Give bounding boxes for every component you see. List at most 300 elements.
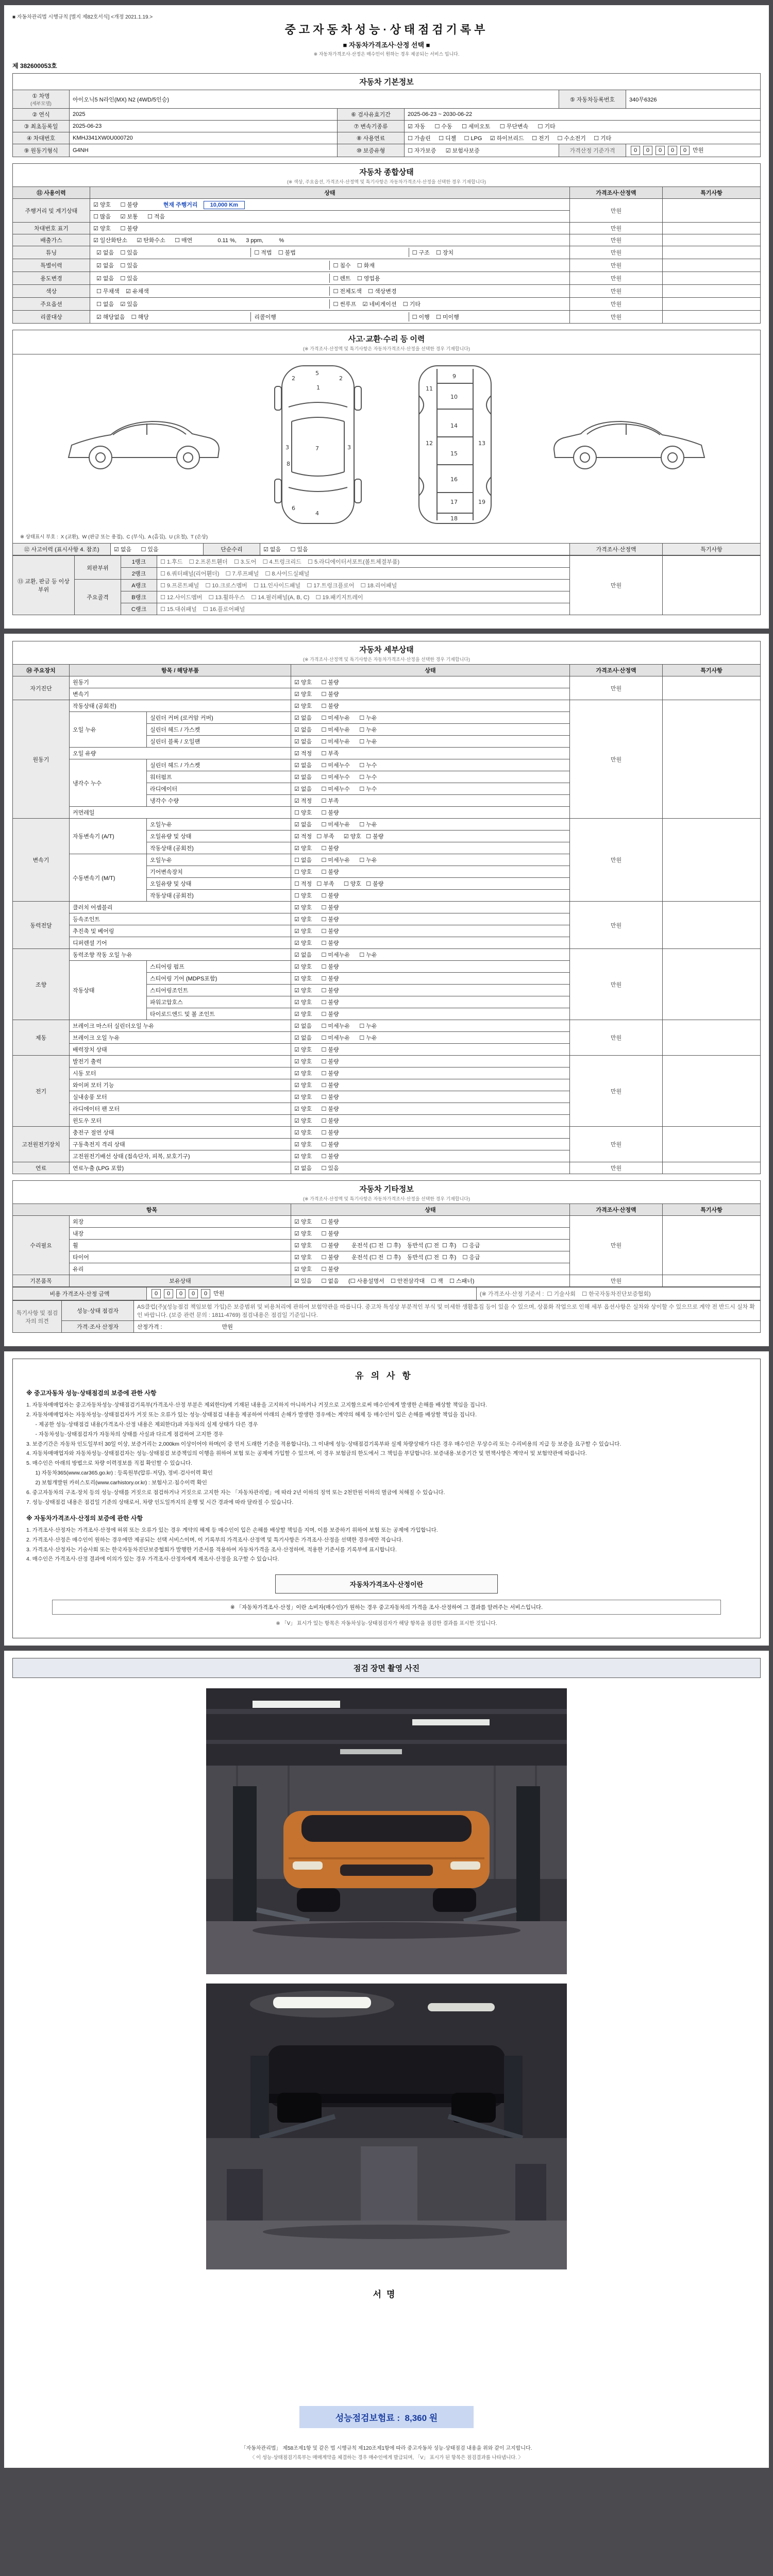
tuning-kind-state: ☐ 구조 ☐ 장치 (409, 248, 566, 257)
basic-info-table (12, 73, 761, 157)
table-row (13, 1216, 761, 1228)
rank2-items: ☐ 6.쿼터패널(리어휀더) ☐ 7.루프패널 ☐ 8.사이드실패널 (157, 568, 570, 580)
inspection-period-value: 2025-06-23 ~ 2030-06-22 (405, 109, 761, 121)
car-top-diagram (269, 360, 367, 530)
state-header: 상태 (291, 1204, 570, 1216)
high-voltage-group-label: 고전원전기장치 (13, 1127, 70, 1162)
remark-cell (662, 246, 760, 259)
price-unit-cell: 만원 (570, 1056, 663, 1127)
price-digit: 0 (680, 146, 690, 155)
special-history-kind: ☐ 침수 ☐ 화재 (329, 261, 566, 270)
table-row (13, 700, 761, 712)
repair-needed-label: 수리필요 (13, 1216, 70, 1275)
section-note: (※ 가격조사·산정액 및 특기사항은 자동차가격조사·산정을 선택한 경우 기재합니다) (303, 1196, 470, 1201)
notice-item: 2. 자동차매매업자는 자동차성능·상태점검자가 거짓 또는 오류가 있는 성능·상태점검 내용을 제공하여 아래의 손해가 발생한 경우에는 계약의 해제 등 매수인이 입은 손해를 배상할 책임을 집니다. (26, 1411, 477, 1418)
part-cell: 충전구 절연 상태 (70, 1127, 291, 1139)
notice-box (12, 1359, 761, 1638)
detail-section-header (13, 641, 761, 665)
usage-change-kind: ☐ 렌트 ☐ 영업용 (329, 274, 566, 283)
inspection-period-label: ⑥ 검사유효기간 (338, 109, 405, 121)
part-cell: 동력조향 작동 오일 누유 (70, 949, 291, 961)
state-cell: ☑ 양호 ☐ 불량 (291, 1008, 570, 1020)
table-row (13, 144, 761, 157)
model-year-value: 2025 (70, 109, 338, 121)
exchange-panel-table (12, 555, 761, 615)
part-cell: 배력장치 상태 (70, 1044, 291, 1056)
state-cell: ☑ 없음 ☐ 미세누수 ☐ 누수 (291, 759, 570, 771)
table-row (13, 90, 761, 109)
device-header: ⑭ 주요장치 (13, 665, 70, 676)
state-cell: ☑ 양호 ☐ 불량 (291, 676, 570, 688)
state-cell: ☑ 양호 ☐ 불량 (291, 1091, 570, 1103)
emission-label: 배출가스 (13, 234, 90, 246)
table-row (13, 1275, 761, 1287)
car-side-left-diagram (59, 406, 229, 483)
overall-section-header (13, 164, 761, 187)
detail-condition-table (12, 641, 761, 1174)
recall-cell (90, 311, 570, 324)
cost-note: (※ 가격조사·산정 기준서 : ☐ 기술사회 ☐ 한국자동차진단보증협회) (477, 1287, 761, 1300)
recall-done-label: 리콜이행 (250, 312, 408, 321)
color-change-state: ☐ 전체도색 ☐ 색상변경 (329, 286, 566, 296)
table-row (13, 121, 761, 132)
recall-done-state: ☐ 이행 ☐ 미이행 (409, 312, 566, 321)
state-cell: ☑ 양호 ☐ 불량 (291, 973, 570, 985)
tuning-state: ☑ 없음 ☐ 있음 (96, 250, 138, 256)
svg-text:7: 7 (315, 445, 319, 452)
car-underbody-diagram (406, 360, 504, 530)
footer-note-line: 〈 이 성능·상태점검기록부는 매매계약을 체결하는 경우 매수인에게 발급되며, 「V」 표시가 된 항목은 점검결과를 나타냅니다. 〉 (249, 2455, 524, 2461)
hold-state-cell: ☑ 있음 ☐ 없음 (☐ 사용설명서 ☐ 안전삼각대 ☐ 잭 ☐ 스패너) (291, 1275, 570, 1287)
insurance-fee-badge: 성능점검보험료 : 8,360 원 (299, 2406, 474, 2428)
table-row (13, 1056, 761, 1067)
table-row (13, 285, 761, 298)
state-cell: ☑ 양호 ☐ 불량 (291, 961, 570, 973)
remark-header: 특기사항 (663, 1204, 761, 1216)
at-label: 자동변속기 (A/T) (70, 819, 147, 854)
inspection-photo-1 (206, 1688, 567, 1974)
part-cell: 등속조인트 (70, 913, 291, 925)
etc-info-table (12, 1180, 761, 1287)
notice-item: 4. 매수인은 가격조사·산정 결과에 이의가 있는 경우 가격조사·산정자에게 재조사·산정을 요구할 수 있습니다. (26, 1556, 279, 1563)
fuel-label: ⑧ 사용연료 (338, 132, 405, 144)
price-unit-cell: 만원 (570, 556, 663, 615)
photo-section-title: 점검 장면 촬영 사진 (12, 1658, 761, 1678)
part-cell: 작동상태 (공회전) (147, 842, 291, 854)
price-header: 가격조사·산정액 (569, 187, 662, 199)
base-price-label: 가격산정 기준가격 (559, 144, 626, 157)
price-unit-cell: 만원 (570, 1162, 663, 1174)
part-cell: 오일유량 및 상태 (147, 831, 291, 842)
coolant-leak-label: 냉각수 누수 (70, 759, 147, 807)
state-cell: ☐ 양호 ☐ 불량 (291, 866, 570, 878)
rank1-label: 1랭크 (121, 556, 157, 568)
exchange-label: ⑬ 교환, 판금 등 이상 부위 (13, 556, 75, 615)
section-title: 사고·교환·수리 등 이력 (348, 335, 425, 344)
price-unit-cell: 만원 (569, 311, 662, 324)
item-cell: 변속기 (70, 688, 291, 700)
opinion-table (12, 1300, 761, 1333)
rankB-label: B랭크 (121, 591, 157, 603)
rank2-label: 2랭크 (121, 568, 157, 580)
cost-digit: 0 (189, 1289, 198, 1298)
notice-item: - 제공한 성능·상태점검 내용(가격조사·산정 내용은 제외한다)과 자동차의 실제 상태가 다른 경우 (26, 1421, 258, 1428)
form-reference: ■ 자동차관리법 시행규칙 [별지 제82호서식] <개정 2021.1.19.> (12, 14, 153, 20)
price-unit-cell: 만원 (569, 246, 662, 259)
state-cell: ☑ 없음 ☐ 미세누유 ☐ 누유 (291, 1020, 570, 1032)
svg-text:3: 3 (285, 444, 289, 451)
state-cell: ☑ 양호 ☐ 불량 (291, 1103, 570, 1115)
table-row (13, 556, 761, 568)
item-cell: 오일 유량 (70, 748, 291, 759)
page-title: 중고자동차성능·상태점검기록부 (284, 23, 489, 36)
table-header-row (13, 187, 761, 199)
item-cell: 원동기 (70, 676, 291, 688)
part-cell: 추진축 및 베어링 (70, 925, 291, 937)
part-cell: 실내송풍 모터 (70, 1091, 291, 1103)
svg-text:17: 17 (450, 499, 458, 505)
remark-cell (663, 1216, 761, 1275)
section-note: (※ 색상, 주요옵션, 가격조사·산정액 및 특기사항은 자동차가격조사·산정을 선택한 경우 기재합니다) (287, 179, 486, 184)
self-diagnosis-label: 자기진단 (13, 676, 70, 700)
remark-cell (662, 298, 760, 311)
overall-condition-table (12, 163, 761, 324)
notice-item: 3. 가격조사·산정자는 기술사회 또는 한국자동차진단보증협회가 발행한 기준서를 적용하여 자동차가격을 조사·산정하며, 적용한 기준서를 기록부에 표시합니다. (26, 1546, 397, 1553)
item-header: 항목 (13, 1204, 291, 1216)
price-assessment-definition: ※ 「자동차가격조사·산정」이란 소비자(매수인)가 원하는 경우 중고자동차의 가격을 조사·산정하여 그 결과를 알려주는 서비스입니다. (52, 1600, 721, 1615)
svg-text:8: 8 (286, 461, 290, 467)
svg-text:2: 2 (291, 375, 295, 382)
price-unit-cell: 만원 (570, 819, 663, 902)
part-cell: 클러치 어셈블리 (70, 902, 291, 913)
odometer-state-cell (90, 199, 570, 211)
section-note: (※ 가격조사·산정액 및 특기사항은 자동차가격조사·산정을 선택한 경우 기재합니다) (303, 657, 470, 662)
simple-repair-state: ☑ 없음 ☐ 있음 (260, 544, 570, 555)
state-cell: ☑ 양호 ☐ 불량 (291, 996, 570, 1008)
svg-text:16: 16 (450, 476, 458, 483)
engine-group-label: 원동기 (13, 700, 70, 819)
color-label: 색상 (13, 285, 90, 298)
svg-text:12: 12 (426, 440, 433, 447)
part-cell: 워터펌프 (147, 771, 291, 783)
remark-cell (663, 1127, 761, 1162)
table-row (13, 1321, 761, 1333)
fuel-checkboxes: ☐ 가솔린 ☐ 디젤 ☐ LPG ☑ 하이브리드 ☐ 전기 ☐ 수소전기 ☐ 기타 (405, 132, 761, 144)
remark-cell (662, 234, 760, 246)
table-row (13, 132, 761, 144)
part-cell: 실린더 헤드 / 가스켓 (147, 724, 291, 736)
rankB-items: ☐ 12.사이드멤버 ☐ 13.휠하우스 ☐ 14.필러패널(A, B, C) ☐ 19.패키지트레이 (157, 591, 570, 603)
price-unit-cell: 만원 (569, 259, 662, 272)
recall-label: 리콜대상 (13, 311, 90, 324)
remark-cell (662, 199, 760, 223)
notice-item: 4. 자동차매매업자와 자동차성능·상태점검자는 성능·상태점검 보증책임의 이행을 위하여 보험 또는 공제에 가입할 수 있으며, 이 경우 보험금의 한도에서 그 책임을 부담합니다. 보증내용·보증기간 및 면책사항은 계약서 및 보험약관에 따릅니다. (26, 1450, 587, 1457)
remark-cell (662, 259, 760, 272)
table-row (13, 311, 761, 324)
main-option-kind: ☐ 썬루프 ☑ 네비게이션 ☐ 기타 (329, 299, 566, 309)
state-cell: ☑ 양호 ☐ 불량 (291, 1067, 570, 1079)
table-row (13, 544, 761, 555)
part-cell: 냉각수 수량 (147, 795, 291, 807)
main-option-state: ☐ 없음 ☑ 있음 (96, 301, 138, 308)
table-row (13, 1301, 761, 1321)
brake-group-label: 제동 (13, 1020, 70, 1056)
part-cell: 스티어링 기어 (MDPS포함) (147, 973, 291, 985)
price-assessment-note: ※ 자동차가격조사·산정은 매수인이 원하는 경우 제공되는 서비스 입니다. (313, 52, 460, 57)
special-history-state: ☑ 없음 ☐ 있음 (96, 263, 138, 269)
cost-digit: 0 (201, 1289, 210, 1298)
part-cell: 브레이크 마스터 실린더오일 누유 (70, 1020, 291, 1032)
table-row (13, 949, 761, 961)
price-digit: 0 (631, 146, 640, 155)
powertrain-group-label: 동력전달 (13, 902, 70, 949)
table-row (13, 1162, 761, 1174)
svg-text:14: 14 (450, 422, 458, 429)
appraiser-opinion-text: 산정가격 : 만원 (134, 1321, 761, 1333)
basic-section-title (13, 74, 761, 90)
submodel-label: (세부모델) (30, 101, 52, 106)
table-row (13, 819, 761, 831)
vin-mark-label: 차대번호 표기 (13, 223, 90, 234)
part-cell: 와이퍼 모터 기능 (70, 1079, 291, 1091)
part-cell: 실린더 커버 (로커암 커버) (147, 712, 291, 724)
part-cell: 외장 (70, 1216, 291, 1228)
part-cell: 윈도우 모터 (70, 1115, 291, 1127)
section-title: 자동차 세부상태 (359, 646, 414, 654)
table-row (13, 1287, 761, 1300)
price-unit-cell: 만원 (569, 298, 662, 311)
tuning-state-cell (90, 246, 570, 259)
engine-type-label: ⑨ 원동기형식 (13, 144, 70, 157)
part-cell: 발전기 출력 (70, 1056, 291, 1067)
cost-digit: 0 (164, 1289, 173, 1298)
notice-section1-title: ※ 중고자동차 성능·상태점검의 보증에 관한 사항 (26, 1389, 157, 1397)
state-header: 상태 (90, 187, 570, 199)
steering-group-label: 조향 (13, 949, 70, 1020)
etc-section-header (13, 1181, 761, 1204)
emission-state-cell (90, 234, 570, 246)
state-cell: ☐ 없음 ☐ 미세누유 ☐ 누유 (291, 854, 570, 866)
usage-change-state: ☑ 없음 ☐ 있음 (96, 276, 138, 282)
remark-cell (663, 1056, 761, 1127)
special-history-label: 특별이력 (13, 259, 90, 272)
svg-text:9: 9 (452, 373, 457, 380)
part-cell: 작동상태 (공회전) (147, 890, 291, 902)
part-cell: 내장 (70, 1228, 291, 1240)
state-cell: ☑ 양호 ☐ 불량 (291, 1115, 570, 1127)
first-reg-label: ③ 최초등록일 (13, 121, 70, 132)
check-mark-note: ※ 「V」 표시가 있는 항목은 자동차성능·상태점검자가 해당 항목을 점검한 결과를 표시한 것입니다. (276, 1621, 497, 1627)
part-cell: 디퍼렌셜 기어 (70, 937, 291, 949)
cost-value-cell (147, 1287, 477, 1300)
emission-values: 0.11 %, 3 ppm, % (217, 238, 284, 244)
state-mark-legend: ※ 상태표시 부호 : X (교환), W (판금 또는 용접), C (부식), A (흠집), U (요철), T (손상) (20, 534, 208, 540)
main-option-label: 주요옵션 (13, 298, 90, 311)
accident-history-label: ⑫ 사고이력 (표시사항 4. 참조) (13, 544, 111, 555)
warranty-checkboxes: ☐ 자가보증 ☑ 보험사보증 (405, 144, 559, 157)
signature-section-title: 서명 (373, 2290, 400, 2300)
table-row (13, 109, 761, 121)
cost-label: 비용 가격조사·산정 금액 (13, 1287, 147, 1300)
notice-item: 1. 자동차매매업자는 중고자동차성능·상태점검기록부(가격조사·산정 부분은 제외한다)에 기재된 내용을 고지하지 아니하거나 거짓으로 고지함으로써 매수인에게 발생한 손해를 배상할 책임을 집니다. (26, 1402, 487, 1408)
use-history-header: ⑪ 사용이력 (13, 187, 90, 199)
remark-cell (663, 1020, 761, 1056)
state-cell: ☑ 없음 ☐ 미세누유 ☐ 누유 (291, 736, 570, 748)
rankC-items: ☐ 15.대쉬패널 ☐ 16.플로어패널 (157, 603, 570, 615)
state-cell: ☑ 양호 ☐ 불량 (291, 937, 570, 949)
page-1 (4, 5, 769, 629)
part-cell: 고전원전기배선 상태 (접속단자, 피복, 보호기구) (70, 1150, 291, 1162)
table-header-row (13, 1204, 761, 1216)
price-header: 가격조사·산정액 (570, 1204, 663, 1216)
price-unit-cell: 만원 (570, 902, 663, 949)
remark-cell (663, 700, 761, 819)
part-cell: 스티어링조인트 (147, 985, 291, 996)
rankA-label: A랭크 (121, 580, 157, 591)
inspection-photo-2 (206, 1984, 567, 2269)
accident-section-header (12, 330, 761, 354)
part-cell: 연료누출 (LPG 포함) (70, 1162, 291, 1174)
part-cell: 스티어링 펌프 (147, 961, 291, 973)
table-row (13, 1020, 761, 1032)
svg-text:19: 19 (478, 499, 486, 505)
opinion-side-label: 특기사항 및 점검자의 의견 (13, 1301, 62, 1333)
oil-leak-label: 오일 누유 (70, 712, 147, 748)
table-row (13, 223, 761, 234)
state-cell: ☑ 양호 ☐ 불량 (291, 913, 570, 925)
state-cell: ☑ 양호 ☐ 불량 (291, 688, 570, 700)
state-cell: ☑ 양호 ☐ 불량 (291, 925, 570, 937)
mileage-amount-state: ☐ 많음 ☑ 보통 ☐ 적음 (90, 211, 570, 223)
notice-item: - 자동차성능·상태점검자가 자동차의 상태를 사실과 다르게 점검하여 고지한 경우 (26, 1431, 224, 1437)
remark-cell (662, 285, 760, 298)
price-unit-cell: 만원 (569, 199, 662, 223)
price-header: 가격조사·산정액 (570, 544, 663, 555)
steering-work-label: 작동상태 (70, 961, 147, 1020)
state-header: 상태 (291, 665, 570, 676)
price-digit: 0 (668, 146, 677, 155)
main-frame-label: 주요골격 (75, 580, 121, 615)
photo-stack (12, 1688, 761, 2269)
rankC-label: C랭크 (121, 603, 157, 615)
state-cell: ☑ 적정 ☐ 부족 ☑ 양호 ☐ 불량 (291, 831, 570, 842)
svg-text:6: 6 (291, 505, 295, 512)
model-year-label: ② 연식 (13, 109, 70, 121)
svg-text:5: 5 (315, 370, 319, 377)
price-unit-cell: 만원 (570, 1216, 663, 1275)
basic-items-label: 기본품목 (13, 1275, 70, 1287)
price-unit-cell: 만원 (569, 234, 662, 246)
remark-cell (663, 676, 761, 700)
state-cell: ☑ 없음 ☐ 미세누유 ☐ 누유 (291, 819, 570, 831)
car-name-value: 아이오닉5 N라인(MX) N2 (4WD/5인승) (70, 90, 559, 109)
vin-value: KMHJ341XW0U000720 (70, 132, 338, 144)
inspector-label: 성능·상태 점검자 (62, 1301, 134, 1321)
price-unit-cell: 만원 (570, 1127, 663, 1162)
notice-item: 2. 가격조사·산정은 매수인이 원하는 경우에만 제공되는 선택 서비스이며, 이 기록부의 가격조사·산정액 및 특기사항은 가격조사·산정을 선택한 경우에만 적습니다. (26, 1536, 404, 1543)
accident-history-state: ☑ 없음 ☐ 있음 (111, 544, 204, 555)
part-cell: 라디에이터 (147, 783, 291, 795)
state-cell: ☑ 없음 ☐ 미세누유 ☐ 누유 (291, 712, 570, 724)
section-title: 자동차 종합상태 (359, 168, 414, 177)
usage-change-label: 용도변경 (13, 272, 90, 285)
table-row (13, 246, 761, 259)
state-cell: ☐ 양호 ☐ 불량 (291, 807, 570, 819)
rankA-items: ☐ 9.프론트패널 ☐ 10.크로스멤버 ☐ 11.인사이드패널 ☐ 17.트렁크플로어 ☐ 18.리어패널 (157, 580, 570, 591)
state-cell: ☑ 양호 ☐ 불량 운전석 (☐ 전 ☐ 후) 동반석 (☐ 전 ☐ 후) ☐ 응급 (291, 1240, 570, 1251)
price-assessment-select-label: ■ 자동차가격조사·산정 선택 ■ (343, 41, 430, 49)
emission-checkboxes: ☑ 일산화탄소 ☑ 탄화수소 ☐ 매연 (93, 238, 193, 244)
state-cell: ☑ 양호 ☐ 불량 (291, 1044, 570, 1056)
page-4 (4, 1651, 769, 2468)
price-assessment-info-button[interactable]: 자동차가격조사·산정이란 (275, 1574, 498, 1594)
part-cell: 라디에이터 팬 모터 (70, 1103, 291, 1115)
transmission-label: ⑦ 변속기종류 (338, 121, 405, 132)
svg-text:15: 15 (450, 450, 458, 457)
part-cell: 타이어 (70, 1251, 291, 1263)
price-unit-cell: 만원 (570, 949, 663, 1020)
table-row (13, 199, 761, 211)
car-diagram-area (12, 354, 761, 543)
part-cell: 유리 (70, 1263, 291, 1275)
state-cell: ☑ 양호 ☐ 불량 (291, 842, 570, 854)
remark-cell (662, 223, 760, 234)
price-header: 가격조사·산정액 (570, 665, 663, 676)
state-cell: ☑ 없음 ☐ 미세누유 ☐ 누유 (291, 949, 570, 961)
price-digit: 0 (656, 146, 665, 155)
state-cell: ☑ 양호 ☐ 불량 (291, 1079, 570, 1091)
notice-item: 3. 보증기간은 자동차 인도일부터 30일 이상, 보증거리는 2,000km 이상이어야 하며(이 중 먼저 도래한 기준을 적용합니다), 그 이내에 성능·상태점검기록부와 실제 차량상태가 다른 경우 매수인은 무상수리 또는 수리비용의 지급 등 보증을 요구할 수 있습니다. (26, 1440, 621, 1447)
accident-history-table (12, 543, 761, 555)
svg-text:13: 13 (478, 440, 486, 447)
color-cell (90, 285, 570, 298)
state-cell: ☑ 양호 ☐ 불량 (291, 985, 570, 996)
section-note: (※ 가격조사·산정액 및 특기사항은 자동차가격조사·산정을 선택한 경우 기재합니다) (303, 346, 470, 351)
simple-repair-label: 단순수리 (204, 544, 260, 555)
color-state: ☐ 무채색 ☑ 유채색 (96, 289, 149, 295)
mileage-label: 주행거리 및 계기상태 (13, 199, 90, 223)
item-header: 항목 / 해당부품 (70, 665, 291, 676)
state-cell: ☑ 양호 ☐ 불량 (291, 700, 570, 712)
cost-unit: 만원 (213, 1291, 225, 1297)
table-row (13, 676, 761, 688)
rank1-items: ☐ 1.후드 ☐ 2.프론트휀더 ☐ 3.도어 ☐ 4.트렁크리드 ☐ 5.라디에이터서포트(볼트체결부품) (157, 556, 570, 568)
first-reg-value: 2025-06-23 (70, 121, 338, 132)
part-cell: 실린더 헤드 / 가스켓 (147, 759, 291, 771)
part-cell: 휠 (70, 1240, 291, 1251)
svg-text:3: 3 (347, 444, 351, 451)
table-header-row (13, 665, 761, 676)
cost-digit: 0 (152, 1289, 161, 1298)
part-cell: 오일누유 (147, 854, 291, 866)
svg-text:4: 4 (315, 510, 319, 517)
price-unit-cell: 만원 (569, 272, 662, 285)
price-unit-cell: 만원 (569, 223, 662, 234)
remark-header: 특기사항 (663, 544, 761, 555)
svg-text:10: 10 (450, 394, 458, 400)
section-title: 자동차 기본정보 (359, 78, 414, 87)
signature-area (12, 2300, 761, 2403)
table-row (13, 272, 761, 285)
reg-no-label: ⑤ 자동차등록번호 (559, 90, 626, 109)
svg-text:18: 18 (450, 515, 458, 522)
odometer-state: ☑ 양호 ☐ 불량 (93, 202, 138, 208)
state-cell: ☑ 없음 ☐ 미세누수 ☐ 누수 (291, 771, 570, 783)
state-cell: ☑ 적정 ☐ 부족 (291, 748, 570, 759)
item-cell: 커먼레일 (70, 807, 291, 819)
inspector-opinion-text: AS클럽(주)(성능점검 책임보험 가입)은 보증범위 및 비용처리에 관하여 보험약관을 따릅니다. 중고차 특성상 부분적인 부식 및 미세한 생활흠집 등이 있을 수 있으며, 상품화 작업으로 인해 세부 옵션사항은 실차와 상이할 수 있으므로 계약 전 반드시 실차 확인 바랍니다. (보증 관련 문의 : 1811-4769) 점검내용은 점검일 기준입니다. (134, 1301, 761, 1321)
current-mileage-value: 10,000 Km (204, 201, 245, 209)
